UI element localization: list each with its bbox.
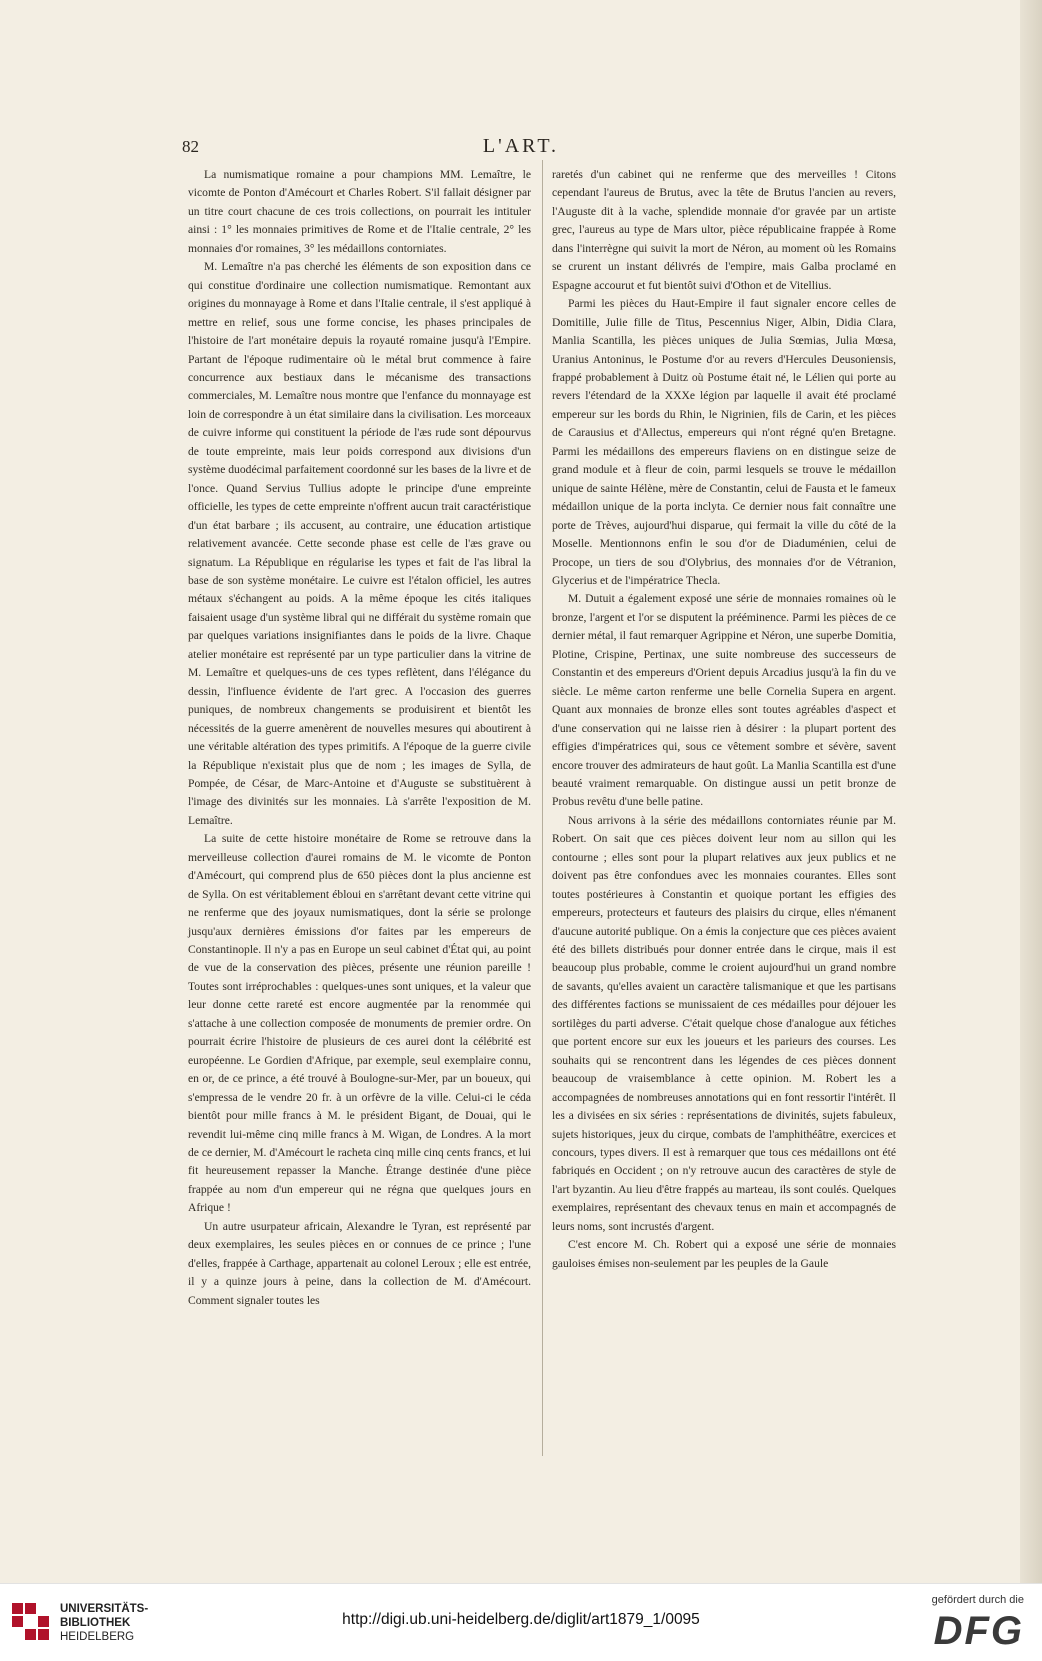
page-number: 82: [182, 137, 199, 156]
paragraph: M. Dutuit a également exposé une série de monnaies romaines où le bronze, l'argent et l'or se disputent la prééminence. Parmi les pièces de ce dernier métal, il faut remarquer Agrippine et Néron, une superbe Domitia, Plotine, Crispine, Pertinax, une suite nombreuse des successeurs de Constantin et des empereurs d'Orient depuis Arcadius jusqu'à la fin du ve siècle. Le même carton renferme une belle Cornelia Supera en argent. Quant aux monnaies de bronze elles sont toutes agréables d'aspect et d'une conservation qui ne laisse rien à désirer : la plupart portent des effigies d'impératrices qui, sous ce vêtement sombre et sévère, savent encore trouver des admirateurs de haut goût. La Manlia Scantilla est d'une beauté vraiment remarquable. On distingue aussi un petit bronze de Probus revêtu d'une belle patine.: [552, 592, 896, 809]
left-column: [188, 166, 531, 1310]
right-column: [552, 166, 896, 1273]
dfg-logo: DFG: [933, 1609, 1024, 1653]
paragraph: C'est encore M. Ch. Robert qui a exposé une série de monnaies gauloises émises non-seulement par les peuples de la Gaule: [552, 1238, 896, 1270]
paragraph: La numismatique romaine a pour champions MM. Lemaître, le vicomte de Ponton d'Amécourt et Charles Robert. S'il fallait désigner par un titre court chacune de ces trois collections, on pourrait les intituler ainsi : 1° les monnaies primitives de Rome et de l'Italie centrale, 2° les monnaies d'or romaines, 3° les médaillons contorniates.: [188, 168, 531, 255]
paragraph: raretés d'un cabinet qui ne renferme que des merveilles ! Citons cependant l'aureus de Brutus, avec la tête de Brutus l'ancien au revers, l'Auguste dit à la vache, splendide monnaie d'or gravée par un artiste grec, l'aureus au type de Mars ultor, pièce républicaine frappée à Rome dans l'interrègne qui suivit la mort de Néron, au moment où les Romains se crurent un instant délivrés de l'empire, mais Galba proclamé en Espagne accourut et fut bientôt suivi d'Othon et de Vitellius.: [552, 168, 896, 292]
paragraph: Parmi les pièces du Haut-Empire il faut signaler encore celles de Domitille, Julie fille de Titus, Pescennius Niger, Albin, Didia Clara, Manlia Scantilla, les pièces uniques de Julia Sœmias, Julia Mœsa, Uranius Antoninus, le Postume d'or au revers d'Hercules Deusoniensis, frappé probablement à Duitz où Postume était né, le Lélien qui porte au revers l'étendard de la XXXe légion par laquelle il avait été proclamé empereur sur les bords du Rhin, le Nigrinien, fils de Carin, et les pièces de Carausius et d'Allectus, empereurs qui n'ont régné qu'en Bretagne. Parmi les médaillons des empereurs flaviens on en distingue seize de grand module et à fleur de coin, parmi lesquels se trouve le médaillon unique de sainte Hélène, mère de Constantin, celui de Fausta et le fameux médaillon unique de la porta inclyta. Ce dernier nous fait connaître une porte de Trèves, aujourd'hui disparue, qui fermait la ville du côté de la Moselle. Mentionnons enfin le sou d'or de Diaduménien, celui de Procope, un tiers de sou d'Olybrius, des monnaies d'or de Vétranion, Glycerius et de l'impératrice Thecla.: [552, 297, 896, 587]
university-name: UNIVERSITÄTS- BIBLIOTHEK HEIDELBERG: [60, 1603, 149, 1643]
footer-bar: [0, 1583, 1042, 1661]
column-divider: [542, 160, 543, 1456]
page-edge: [1020, 0, 1042, 1583]
funding-label: gefördert durch die: [931, 1594, 1024, 1606]
paragraph: La suite de cette histoire monétaire de Rome se retrouve dans la merveilleuse collection d'aurei romains de M. le vicomte de Ponton d'Amécourt, qui comprend plus de 650 pièces dont la plus ancienne est de Sylla. On est véritablement ébloui en s'arrêtant devant cette vitrine qui ne renferme que des joyaux numismatiques, dont la série se prolonge jusqu'aux dernières émissions d'or faites par les empereurs de Constantinople. Il n'y a pas en Europe un seul cabinet d'État qui, au point de vue de la conservation des pièces, présente une réunion pareille ! Toutes sont irréprochables : quelques-unes sont uniques, et la valeur que leur donne cette rareté est encore augmentée par la renommée qui s'attache à une collection composée de monuments de premier ordre. On pourrait écrire l'histoire de plusieurs de ces aurei dont la célébrité est européenne. Le Gordien d'Afrique, par exemple, seul exemplaire connu, en or, de ce prince, a été trouvé à Boulogne-sur-Mer, par un boueux, qui s'empressa de le vendre 20 fr. à un orfèvre de la ville. Celui-ci le céda bientôt pour mille francs à M. le président Bigant, de Douai, qui le revendit lui-même cinq mille francs à M. Wigan, de Londres. A la mort de ce dernier, M. d'Amécourt le racheta cinq mille cinq cents francs, et lui fit heureusement repasser la Manche. Étrange destinée d'une pièce frappée au nom d'un empereur qui ne régna que quelques jours en Afrique !: [188, 832, 531, 1215]
paragraph: M. Lemaître n'a pas cherché les éléments de son exposition dans ce qui constitue d'ordinaire une collection numismatique. Remontant aux origines du monnayage à Rome et dans l'Italie centrale, il s'est appliqué à mettre en relief, sous une forme concise, les phases principales de l'histoire de l'art monétaire depuis la royauté romaine jusqu'à l'Empire. Partant de l'époque rudimentaire où le métal brut commence à faire concurrence aux bestiaux dans le mécanisme des transactions commerciales, M. Lemaître nous montre que l'enfance du monnayage est loin de correspondre à un état similaire dans la civilisation. Les morceaux de cuivre informe qui constituent la période de l'æs rude sont dépourvus de toute empreinte, mais leur poids correspond aux divisions d'un système duodécimal parfaitement coordonné sur les bases de la livre et de l'once. Quand Servius Tullius adopte le principe d'une empreinte officielle, les types de cette empreinte n'offrent aucun trait caractéristique d'un état barbare ; ils accusent, au contraire, une éducation artistique relativement avancée. Cette seconde phase est celle de l'æs grave ou signatum. La République en régularise les types et fait de l'as libral la base de son système monétaire. Le cuivre est l'étalon officiel, les autres métaux s'échangent au poids. A la même époque les cités italiques faisaient usage d'un système libral qui ne différait du système romain que par quelques variations insignifiantes dans le poids de la livre. Chaque atelier monétaire est représenté par un type particulier dans la vitrine de M. Lemaître et quelques-uns de ces types reflètent, dans l'élégance du dessin, l'influence évidente de l'art grec. A l'occasion des guerres puniques, de nombreux changements se produisirent et bientôt les nécessités de la guerre amenèrent de nouvelles mesures qui aboutirent à une véritable altération des types primitifs. A l'époque de la guerre civile la République n'existait plus que de nom ; les images de Sylla, de Pompée, de César, de Marc-Antoine et d'Auguste se substituèrent à l'image des divinités sur les monnaies. Là s'arrête l'exposition de M. Lemaître.: [188, 260, 531, 827]
paragraph: Nous arrivons à la série des médaillons contorniates réunie par M. Robert. On sait que ces pièces doivent leur nom au sillon qui les contourne ; elles sont pour la plupart relatives aux jeux publics et ne doivent pas être confondues avec les monnaies courantes. Elles sont toutes postérieures à Constantin et quoique portant les effigies des empereurs, protecteurs et fauteurs des plaisirs du cirque, elles n'émanent d'aucune autorité publique. On a émis la conjecture que ces pièces avaient été des billets distribués pour donner entrée dans le cirque, mais il est beaucoup plus probable, comme le croient aujourd'hui un grand nombre de savants, qu'elles avaient un caractère talismanique et que les partisans des différentes factions se munissaient de ces médailles pour déjouer les sortilèges du parti adverse. C'était quelque chose d'analogue aux fétiches que portent encore sur eux les joueurs et les parieurs des courses. Les souhaits qui se rencontrent dans les légendes de ces pièces donnent beaucoup de vraisemblance à cette opinion. M. Robert les a accompagnées de nombreuses annotations qui en font ressortir l'intérêt. Il les a divisées en six séries : représentations de divinités, sujets fabuleux, sujets historiques, jeux du cirque, combats de l'amphithéâtre, exercices et concours, types divers. Il est à remarquer que tous ces médaillons ont été fabriqués en Occident ; on n'y retrouve aucun des caractères de style de l'art byzantin. Au lieu d'être frappés au marteau, ils sont coulés. Quelques exemplaires, représentant des chevaux tenus en main et accompagnés de leurs noms, sont incrustés d'argent.: [552, 813, 896, 1233]
journal-title: L'ART.: [482, 135, 560, 157]
permalink-url[interactable]: http://digi.ub.uni-heidelberg.de/diglit/art1879_1/0095: [342, 1611, 700, 1628]
paragraph: Un autre usurpateur africain, Alexandre le Tyran, est représenté par deux exemplaires, les seules pièces en or connues de ce prince ; l'une d'elles, frappée à Carthage, appartenait au colonel Leroux ; elle est entrée, il y a quinze jours à peine, dans la collection de M. d'Amécourt. Comment signaler toutes les: [188, 1219, 531, 1307]
